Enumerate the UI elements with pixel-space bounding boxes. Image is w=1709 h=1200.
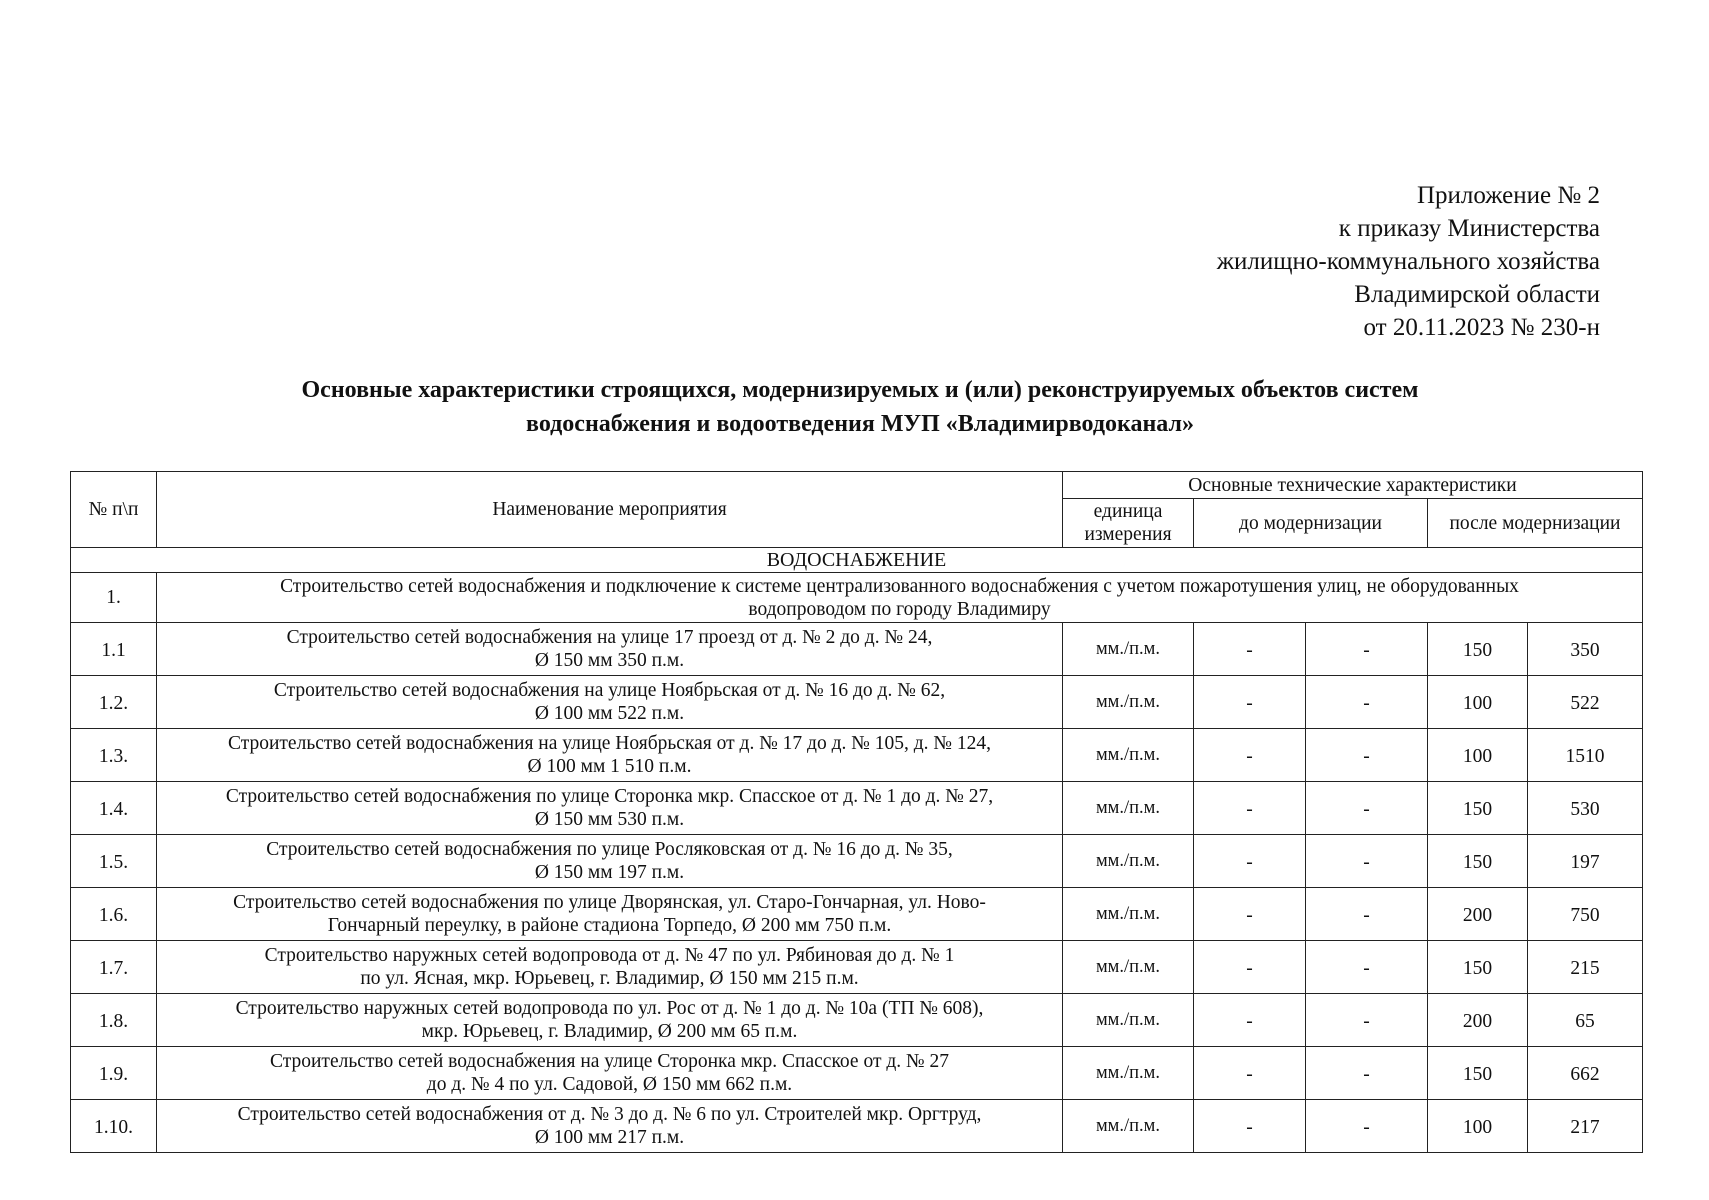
table-row xyxy=(71,1100,1643,1153)
row-unit: мм./п.м. xyxy=(1063,888,1194,941)
row-num: 1.10. xyxy=(71,1100,157,1153)
row-num: 1.9. xyxy=(71,1047,157,1100)
row-description-line-1: Строительство сетей водоснабжения на улице 17 проезд от д. № 2 до д. № 24, xyxy=(286,627,933,648)
row-description xyxy=(157,1047,1063,1100)
group-description-line-2: водопроводом по городу Владимиру xyxy=(748,598,1051,620)
row-unit: мм./п.м. xyxy=(1063,994,1194,1047)
row-unit: мм./п.м. xyxy=(1063,1047,1194,1100)
row-before-1: - xyxy=(1194,994,1306,1047)
row-after-1: 150 xyxy=(1428,941,1528,994)
table-row xyxy=(71,835,1643,888)
row-after-1: 100 xyxy=(1428,676,1528,729)
row-description xyxy=(157,782,1063,835)
row-description-line-2: Ø 100 мм 522 п.м. xyxy=(534,703,685,724)
row-after-2: 662 xyxy=(1528,1047,1643,1100)
row-before-1: - xyxy=(1194,941,1306,994)
row-after-1: 150 xyxy=(1428,835,1528,888)
row-unit: мм./п.м. xyxy=(1063,782,1194,835)
row-before-2: - xyxy=(1306,994,1428,1047)
table-row xyxy=(71,888,1643,941)
row-before-1: - xyxy=(1194,782,1306,835)
row-unit: мм./п.м. xyxy=(1063,835,1194,888)
table-row xyxy=(71,1047,1643,1100)
row-after-1: 100 xyxy=(1428,1100,1528,1153)
group-row xyxy=(71,573,1643,623)
section-row xyxy=(71,548,1643,573)
document-title xyxy=(70,373,1650,441)
row-before-2: - xyxy=(1306,835,1428,888)
header-after: после модернизации xyxy=(1428,499,1643,548)
table-row xyxy=(71,782,1643,835)
row-unit: мм./п.м. xyxy=(1063,1100,1194,1153)
row-before-1: - xyxy=(1194,623,1306,676)
characteristics-table xyxy=(70,471,1643,1153)
appendix-line: жилищно-коммунального хозяйства xyxy=(1216,248,1600,275)
row-num: 1.3. xyxy=(71,729,157,782)
group-num: 1. xyxy=(71,573,157,623)
table-row xyxy=(71,729,1643,782)
row-unit: мм./п.м. xyxy=(1063,941,1194,994)
row-unit: мм./п.м. xyxy=(1063,676,1194,729)
row-after-2: 1510 xyxy=(1528,729,1643,782)
row-description-line-2: мкр. Юрьевец, г. Владимир, Ø 200 мм 65 п.м. xyxy=(421,1021,798,1042)
row-before-1: - xyxy=(1194,888,1306,941)
row-description xyxy=(157,994,1063,1047)
row-description xyxy=(157,835,1063,888)
table-row xyxy=(71,676,1643,729)
row-description-line-1: Строительство наружных сетей водопровода по ул. Рос от д. № 1 до д. № 10а (ТП № 608), xyxy=(235,998,984,1019)
row-unit: мм./п.м. xyxy=(1063,729,1194,782)
header-num: № п\п xyxy=(71,472,157,548)
row-before-1: - xyxy=(1194,1047,1306,1100)
row-before-2: - xyxy=(1306,623,1428,676)
row-description-line-2: до д. № 4 по ул. Садовой, Ø 150 мм 662 п.м. xyxy=(426,1074,793,1095)
row-num: 1.1 xyxy=(71,623,157,676)
row-after-2: 530 xyxy=(1528,782,1643,835)
appendix-line: от 20.11.2023 № 230-н xyxy=(1363,314,1600,341)
row-description-line-2: Ø 150 мм 197 п.м. xyxy=(534,862,685,883)
group-description-line-1: Строительство сетей водоснабжения и подключение к системе централизованного водоснабжения с учетом пожаротушения улиц, не оборудованных xyxy=(280,575,1519,597)
row-after-1: 200 xyxy=(1428,994,1528,1047)
row-description-line-1: Строительство сетей водоснабжения по улице Дворянская, ул. Старо-Гончарная, ул. Ново- xyxy=(233,892,986,913)
header-tech: Основные технические характеристики xyxy=(1063,472,1643,499)
row-description xyxy=(157,1100,1063,1153)
row-description-line-2: Ø 150 мм 350 п.м. xyxy=(534,650,685,671)
row-description xyxy=(157,676,1063,729)
header-name: Наименование мероприятия xyxy=(157,472,1063,548)
row-after-1: 100 xyxy=(1428,729,1528,782)
row-description xyxy=(157,623,1063,676)
row-after-1: 150 xyxy=(1428,623,1528,676)
title-line-2: водоснабжения и водоотведения МУП «Владимирводоканал» xyxy=(526,411,1194,437)
row-description-line-1: Строительство наружных сетей водопровода от д. № 47 по ул. Рябиновая до д. № 1 xyxy=(264,945,955,966)
header-before: до модернизации xyxy=(1194,499,1428,548)
row-description-line-1: Строительство сетей водоснабжения на улице Ноябрьская от д. № 17 до д. № 105, д. № 124, xyxy=(227,733,992,754)
table-row xyxy=(71,994,1643,1047)
row-after-2: 65 xyxy=(1528,994,1643,1047)
row-before-1: - xyxy=(1194,729,1306,782)
table-header-row xyxy=(71,472,1643,499)
row-after-1: 200 xyxy=(1428,888,1528,941)
row-before-2: - xyxy=(1306,1100,1428,1153)
title-line-1: Основные характеристики строящихся, модернизируемых и (или) реконструируемых объектов систем xyxy=(301,377,1419,403)
row-description-line-1: Строительство сетей водоснабжения на улице Ноябрьская от д. № 16 до д. № 62, xyxy=(273,680,946,701)
row-before-2: - xyxy=(1306,729,1428,782)
row-description xyxy=(157,729,1063,782)
row-after-2: 350 xyxy=(1528,623,1643,676)
row-description-line-2: Ø 100 мм 217 п.м. xyxy=(534,1127,685,1148)
row-description-line-2: Ø 100 мм 1 510 п.м. xyxy=(527,756,692,777)
row-num: 1.6. xyxy=(71,888,157,941)
row-before-1: - xyxy=(1194,835,1306,888)
row-description xyxy=(157,888,1063,941)
appendix-line: Владимирской области xyxy=(1354,281,1600,308)
row-unit: мм./п.м. xyxy=(1063,623,1194,676)
row-description-line-1: Строительство сетей водоснабжения по улице Сторонка мкр. Спасское от д. № 1 до д. № 27, xyxy=(225,786,994,807)
appendix-line: к приказу Министерства xyxy=(1338,215,1600,242)
row-before-2: - xyxy=(1306,676,1428,729)
table-row xyxy=(71,623,1643,676)
row-before-1: - xyxy=(1194,1100,1306,1153)
group-description xyxy=(157,573,1643,623)
row-description-line-1: Строительство сетей водоснабжения по улице Росляковская от д. № 16 до д. № 35, xyxy=(266,839,953,860)
header-unit: единица измерения xyxy=(1063,499,1194,548)
section-title: ВОДОСНАБЖЕНИЕ xyxy=(71,548,1643,573)
row-num: 1.5. xyxy=(71,835,157,888)
appendix-block xyxy=(1217,179,1600,344)
row-after-1: 150 xyxy=(1428,782,1528,835)
row-num: 1.4. xyxy=(71,782,157,835)
row-after-2: 197 xyxy=(1528,835,1643,888)
row-description-line-1: Строительство сетей водоснабжения на улице Сторонка мкр. Спасское от д. № 27 xyxy=(269,1051,949,1072)
row-description-line-2: Гончарный переулку, в районе стадиона Торпедо, Ø 200 мм 750 п.м. xyxy=(327,915,892,936)
row-after-2: 750 xyxy=(1528,888,1643,941)
row-before-2: - xyxy=(1306,888,1428,941)
row-description-line-2: Ø 150 мм 530 п.м. xyxy=(534,809,685,830)
row-description-line-1: Строительство сетей водоснабжения от д. № 3 до д. № 6 по ул. Строителей мкр. Оргтруд, xyxy=(237,1104,982,1125)
row-description xyxy=(157,941,1063,994)
row-description-line-2: по ул. Ясная, мкр. Юрьевец, г. Владимир, Ø 150 мм 215 п.м. xyxy=(360,968,859,989)
row-before-1: - xyxy=(1194,676,1306,729)
row-after-1: 150 xyxy=(1428,1047,1528,1100)
table-row xyxy=(71,941,1643,994)
appendix-line: Приложение № 2 xyxy=(1416,182,1600,209)
row-after-2: 215 xyxy=(1528,941,1643,994)
row-after-2: 217 xyxy=(1528,1100,1643,1153)
row-num: 1.7. xyxy=(71,941,157,994)
row-num: 1.2. xyxy=(71,676,157,729)
row-num: 1.8. xyxy=(71,994,157,1047)
row-after-2: 522 xyxy=(1528,676,1643,729)
row-before-2: - xyxy=(1306,782,1428,835)
row-before-2: - xyxy=(1306,941,1428,994)
row-before-2: - xyxy=(1306,1047,1428,1100)
